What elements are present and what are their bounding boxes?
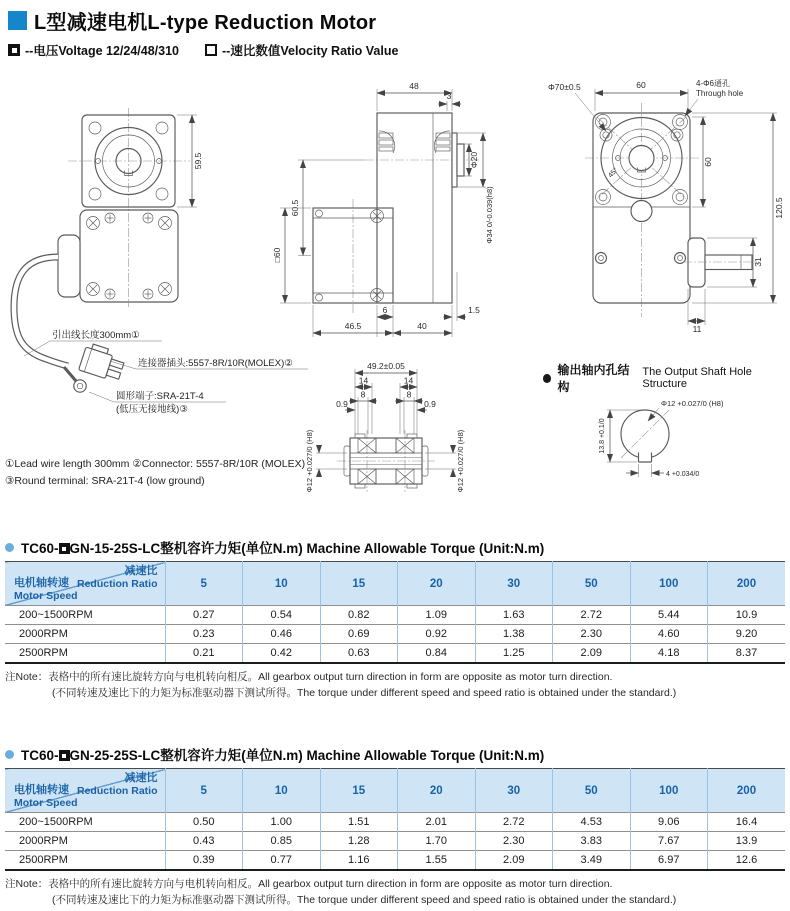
table-title — [5, 537, 785, 557]
torque-value-cell: 1.09 — [398, 606, 476, 625]
dim-phi34: Φ34 0/-0.039(h8) — [485, 186, 494, 244]
dim-49-2: 49.2±0.05 — [367, 361, 405, 371]
table-title-suffix: GN-25-25S-LC整机容许力矩(单位N.m) Machine Allowable Torque (Unit:N.m) — [69, 748, 545, 763]
ratio-column-header: 30 — [475, 562, 553, 606]
torque-value-cell: 8.37 — [708, 644, 786, 664]
ratio-column-header: 5 — [165, 562, 243, 606]
torque-value-cell: 0.84 — [398, 644, 476, 664]
through-hole-label-cn: 4-Φ6通孔 — [696, 79, 730, 88]
torque-value-cell: 1.55 — [398, 851, 476, 871]
note-line: (不同转速及速比下的力矩为标准驱动器下测试所得。The torque under different speed and speed ratio is obtained under the standard.) — [52, 894, 677, 906]
shaft-hole-body — [621, 410, 669, 462]
table-title-suffix: GN-15-25S-LC整机容许力矩(单位N.m) Machine Allowable Torque (Unit:N.m) — [69, 541, 545, 556]
terminal-label-1: 圆形端子:SRA-21T-4 — [116, 391, 204, 402]
dim-14-left: 14 — [358, 375, 369, 386]
torque-value-cell: 1.28 — [320, 832, 398, 851]
dim-11: 11 — [692, 324, 702, 334]
footnote-line-2: ③Round terminal: SRA-21T-4 (low ground) — [5, 475, 205, 487]
corner-en-top: Reduction Ratio — [77, 577, 158, 590]
legend-ratio-label: --速比数值Velocity Ratio Value — [222, 44, 399, 58]
corner-cn-bottom: 电机轴转速 — [14, 784, 69, 797]
torque-table-section-2 — [5, 744, 785, 908]
corner-header-cell — [5, 769, 165, 813]
corner-cn-top: 减速比 — [124, 565, 158, 577]
lead-wire-label: 引出线长度300mm① — [52, 330, 140, 341]
ratio-column-header: 50 — [553, 562, 631, 606]
corner-en-bottom: Motor Speed — [14, 796, 78, 809]
dim-8-left: 8 — [360, 389, 366, 400]
shaft-hole-title-cn: 输出轴内孔结构 — [557, 363, 630, 394]
dim-0-9-right: 0.9 — [424, 399, 436, 409]
torque-table — [5, 768, 785, 871]
dim-13-8: 13.8 +0.1/0 — [599, 418, 606, 454]
footnote-line-1: ①Lead wire length 300mm ②Connector: 5557-8R/10R (MOLEX) — [5, 458, 306, 470]
ratio-header-row — [5, 769, 785, 813]
dim-sq60: □60 — [272, 247, 282, 263]
page-header — [8, 6, 398, 59]
torque-value-cell: 5.44 — [630, 606, 708, 625]
side-view-dimensions — [272, 81, 494, 337]
dim-6: 6 — [382, 305, 388, 315]
dim-48: 48 — [409, 81, 419, 91]
ratio-column-header: 200 — [708, 562, 786, 606]
ratio-column-header: 100 — [630, 769, 708, 813]
dim-60-top: 60 — [636, 80, 646, 90]
torque-value-cell: 9.06 — [630, 813, 708, 832]
table-title — [5, 744, 785, 764]
torque-value-cell: 1.63 — [475, 606, 553, 625]
dim-59-5: 59.5 — [193, 152, 203, 170]
torque-value-cell: 0.54 — [243, 606, 321, 625]
torque-value-cell: 0.77 — [243, 851, 321, 871]
rear-view-dimensions — [548, 78, 784, 334]
torque-row — [5, 625, 785, 644]
rear-view-outline — [585, 103, 759, 317]
dim-phi70: Φ70±0.5 — [548, 82, 581, 92]
torque-value-cell: 4.60 — [630, 625, 708, 644]
note-line: 注Note：表格中的所有速比旋转方向与电机转向相反。All gearbox output turn direction in form are opposite as motor turn direction. — [5, 878, 613, 890]
page-title: L型减速电机L-type Reduction Motor — [34, 12, 377, 34]
ratio-column-header: 20 — [398, 562, 476, 606]
legend — [8, 41, 398, 59]
motor-speed-cell: 200~1500RPM — [5, 606, 165, 625]
motor-speed-cell: 2000RPM — [5, 832, 165, 851]
corner-cn-top: 减速比 — [124, 772, 158, 784]
note-line: 注Note：表格中的所有速比旋转方向与电机转向相反。All gearbox output turn direction in form are opposite as motor turn direction. — [5, 671, 613, 683]
torque-value-cell: 0.85 — [243, 832, 321, 851]
torque-value-cell: 1.38 — [475, 625, 553, 644]
torque-value-cell: 0.23 — [165, 625, 243, 644]
shaft-section-body — [337, 430, 435, 492]
drawing-footnotes — [5, 456, 305, 490]
voltage-box-icon — [8, 44, 20, 56]
torque-value-cell: 0.69 — [320, 625, 398, 644]
round-terminal — [74, 380, 86, 392]
torque-row — [5, 832, 785, 851]
dim-3: 3 — [446, 91, 452, 101]
motor-speed-cell: 200~1500RPM — [5, 813, 165, 832]
torque-value-cell: 0.43 — [165, 832, 243, 851]
ratio-column-header: 5 — [165, 769, 243, 813]
corner-header-cell — [5, 562, 165, 606]
legend-voltage-label: --电压Voltage 12/24/48/310 — [25, 44, 180, 58]
table-bullet-icon — [5, 750, 14, 759]
torque-value-cell: 0.42 — [243, 644, 321, 664]
shaft-hole-dimensions — [599, 399, 724, 478]
torque-value-cell: 0.92 — [398, 625, 476, 644]
torque-row — [5, 644, 785, 664]
torque-value-cell: 2.30 — [553, 625, 631, 644]
phi20-shaft — [457, 144, 464, 176]
table-title-prefix: TC60- — [21, 541, 59, 556]
torque-row — [5, 606, 785, 625]
motor-front-outline — [68, 108, 190, 307]
table-notes — [5, 669, 785, 701]
torque-row — [5, 813, 785, 832]
dim-60-right: 60 — [703, 157, 713, 167]
output-housing — [688, 238, 705, 287]
dim-phi20: Φ20 — [469, 151, 479, 169]
phi34-boss — [452, 133, 457, 187]
title-square-icon — [8, 11, 27, 30]
through-hole-label-en: Through hole — [696, 89, 744, 98]
torque-value-cell: 13.9 — [708, 832, 786, 851]
voltage-box-icon — [59, 750, 70, 761]
connector-plug — [79, 342, 127, 382]
bearing-detail — [379, 131, 450, 153]
torque-row — [5, 851, 785, 871]
torque-value-cell: 0.27 — [165, 606, 243, 625]
shaft-hole-title-en: The Output Shaft Hole Structure — [642, 366, 752, 390]
torque-value-cell: 0.63 — [320, 644, 398, 664]
terminal-label-2: (低压无接地线)③ — [116, 404, 188, 415]
torque-value-cell: 4.18 — [630, 644, 708, 664]
ratio-column-header: 200 — [708, 769, 786, 813]
dim-40: 40 — [417, 321, 427, 331]
gearbox-front-outline — [58, 210, 178, 302]
ratio-column-header: 20 — [398, 769, 476, 813]
motor-speed-cell: 2500RPM — [5, 851, 165, 871]
ratio-column-header: 10 — [243, 769, 321, 813]
ratio-column-header: 10 — [243, 562, 321, 606]
corner-en-top: Reduction Ratio — [77, 784, 158, 797]
torque-value-cell: 12.6 — [708, 851, 786, 871]
torque-table-section-1 — [5, 537, 785, 701]
dim-8-right: 8 — [406, 389, 412, 400]
torque-table — [5, 561, 785, 664]
torque-value-cell: 0.21 — [165, 644, 243, 664]
torque-value-cell: 0.50 — [165, 813, 243, 832]
dim-phi12-right: Φ12 +0.027/0 (H8) — [456, 429, 465, 493]
torque-value-cell: 1.16 — [320, 851, 398, 871]
ratio-column-header: 100 — [630, 562, 708, 606]
torque-value-cell: 2.09 — [475, 851, 553, 871]
dim-45: 45° — [607, 166, 620, 180]
torque-value-cell: 2.72 — [553, 606, 631, 625]
ratio-box-icon — [205, 44, 217, 56]
dim-1-5: 1.5 — [468, 305, 480, 315]
side-view-drawing — [265, 75, 545, 365]
shaft-hole-drawing — [545, 382, 790, 502]
torque-value-cell: 1.00 — [243, 813, 321, 832]
dim-31: 31 — [753, 257, 763, 267]
torque-value-cell: 0.46 — [243, 625, 321, 644]
dim-46-5: 46.5 — [344, 321, 362, 331]
torque-value-cell: 2.01 — [398, 813, 476, 832]
torque-value-cell: 9.20 — [708, 625, 786, 644]
torque-value-cell: 7.67 — [630, 832, 708, 851]
motor-speed-cell: 2000RPM — [5, 625, 165, 644]
table-notes — [5, 876, 785, 908]
torque-value-cell: 1.25 — [475, 644, 553, 664]
dim-120-5: 120.5 — [774, 197, 784, 219]
rear-view-drawing — [545, 75, 790, 365]
dim-phi12-left: Φ12 +0.027/0 (H8) — [305, 429, 314, 493]
ratio-column-header: 15 — [320, 562, 398, 606]
torque-value-cell: 16.4 — [708, 813, 786, 832]
torque-value-cell: 2.09 — [553, 644, 631, 664]
note-line: (不同转速及速比下的力矩为标准驱动器下测试所得。The torque under different speed and speed ratio is obtained under the standard.) — [52, 687, 677, 699]
shaft-section-drawing — [295, 350, 525, 510]
dim-0-9-left: 0.9 — [336, 399, 348, 409]
shaft-section-dimensions — [305, 361, 465, 492]
torque-value-cell: 2.30 — [475, 832, 553, 851]
legend-ratio — [205, 41, 398, 59]
legend-voltage — [8, 41, 179, 59]
connector-label: 连接器插头:5557-8R/10R(MOLEX)② — [138, 358, 293, 369]
ratio-header-row — [5, 562, 785, 606]
torque-value-cell: 2.72 — [475, 813, 553, 832]
dim-14-right: 14 — [403, 375, 414, 386]
ratio-column-header: 15 — [320, 769, 398, 813]
ratio-column-header: 30 — [475, 769, 553, 813]
corner-cn-bottom: 电机轴转速 — [14, 577, 69, 590]
torque-value-cell: 0.82 — [320, 606, 398, 625]
corner-en-bottom: Motor Speed — [14, 589, 78, 602]
table-title-prefix: TC60- — [21, 748, 59, 763]
ratio-column-header: 50 — [553, 769, 631, 813]
motor-speed-cell: 2500RPM — [5, 644, 165, 664]
torque-value-cell: 3.83 — [553, 832, 631, 851]
torque-value-cell: 0.39 — [165, 851, 243, 871]
torque-value-cell: 10.9 — [708, 606, 786, 625]
side-view-outline — [313, 113, 479, 313]
table-bullet-icon — [5, 543, 14, 552]
voltage-box-icon — [59, 543, 70, 554]
torque-value-cell: 1.51 — [320, 813, 398, 832]
dim-phi12-hole: Φ12 +0.027/0 (H8) — [661, 399, 724, 408]
dim-60-5: 60.5 — [290, 199, 300, 217]
torque-value-cell: 3.49 — [553, 851, 631, 871]
torque-value-cell: 1.70 — [398, 832, 476, 851]
dim-4: 4 +0.034/0 — [666, 471, 700, 478]
torque-value-cell: 4.53 — [553, 813, 631, 832]
torque-value-cell: 6.97 — [630, 851, 708, 871]
